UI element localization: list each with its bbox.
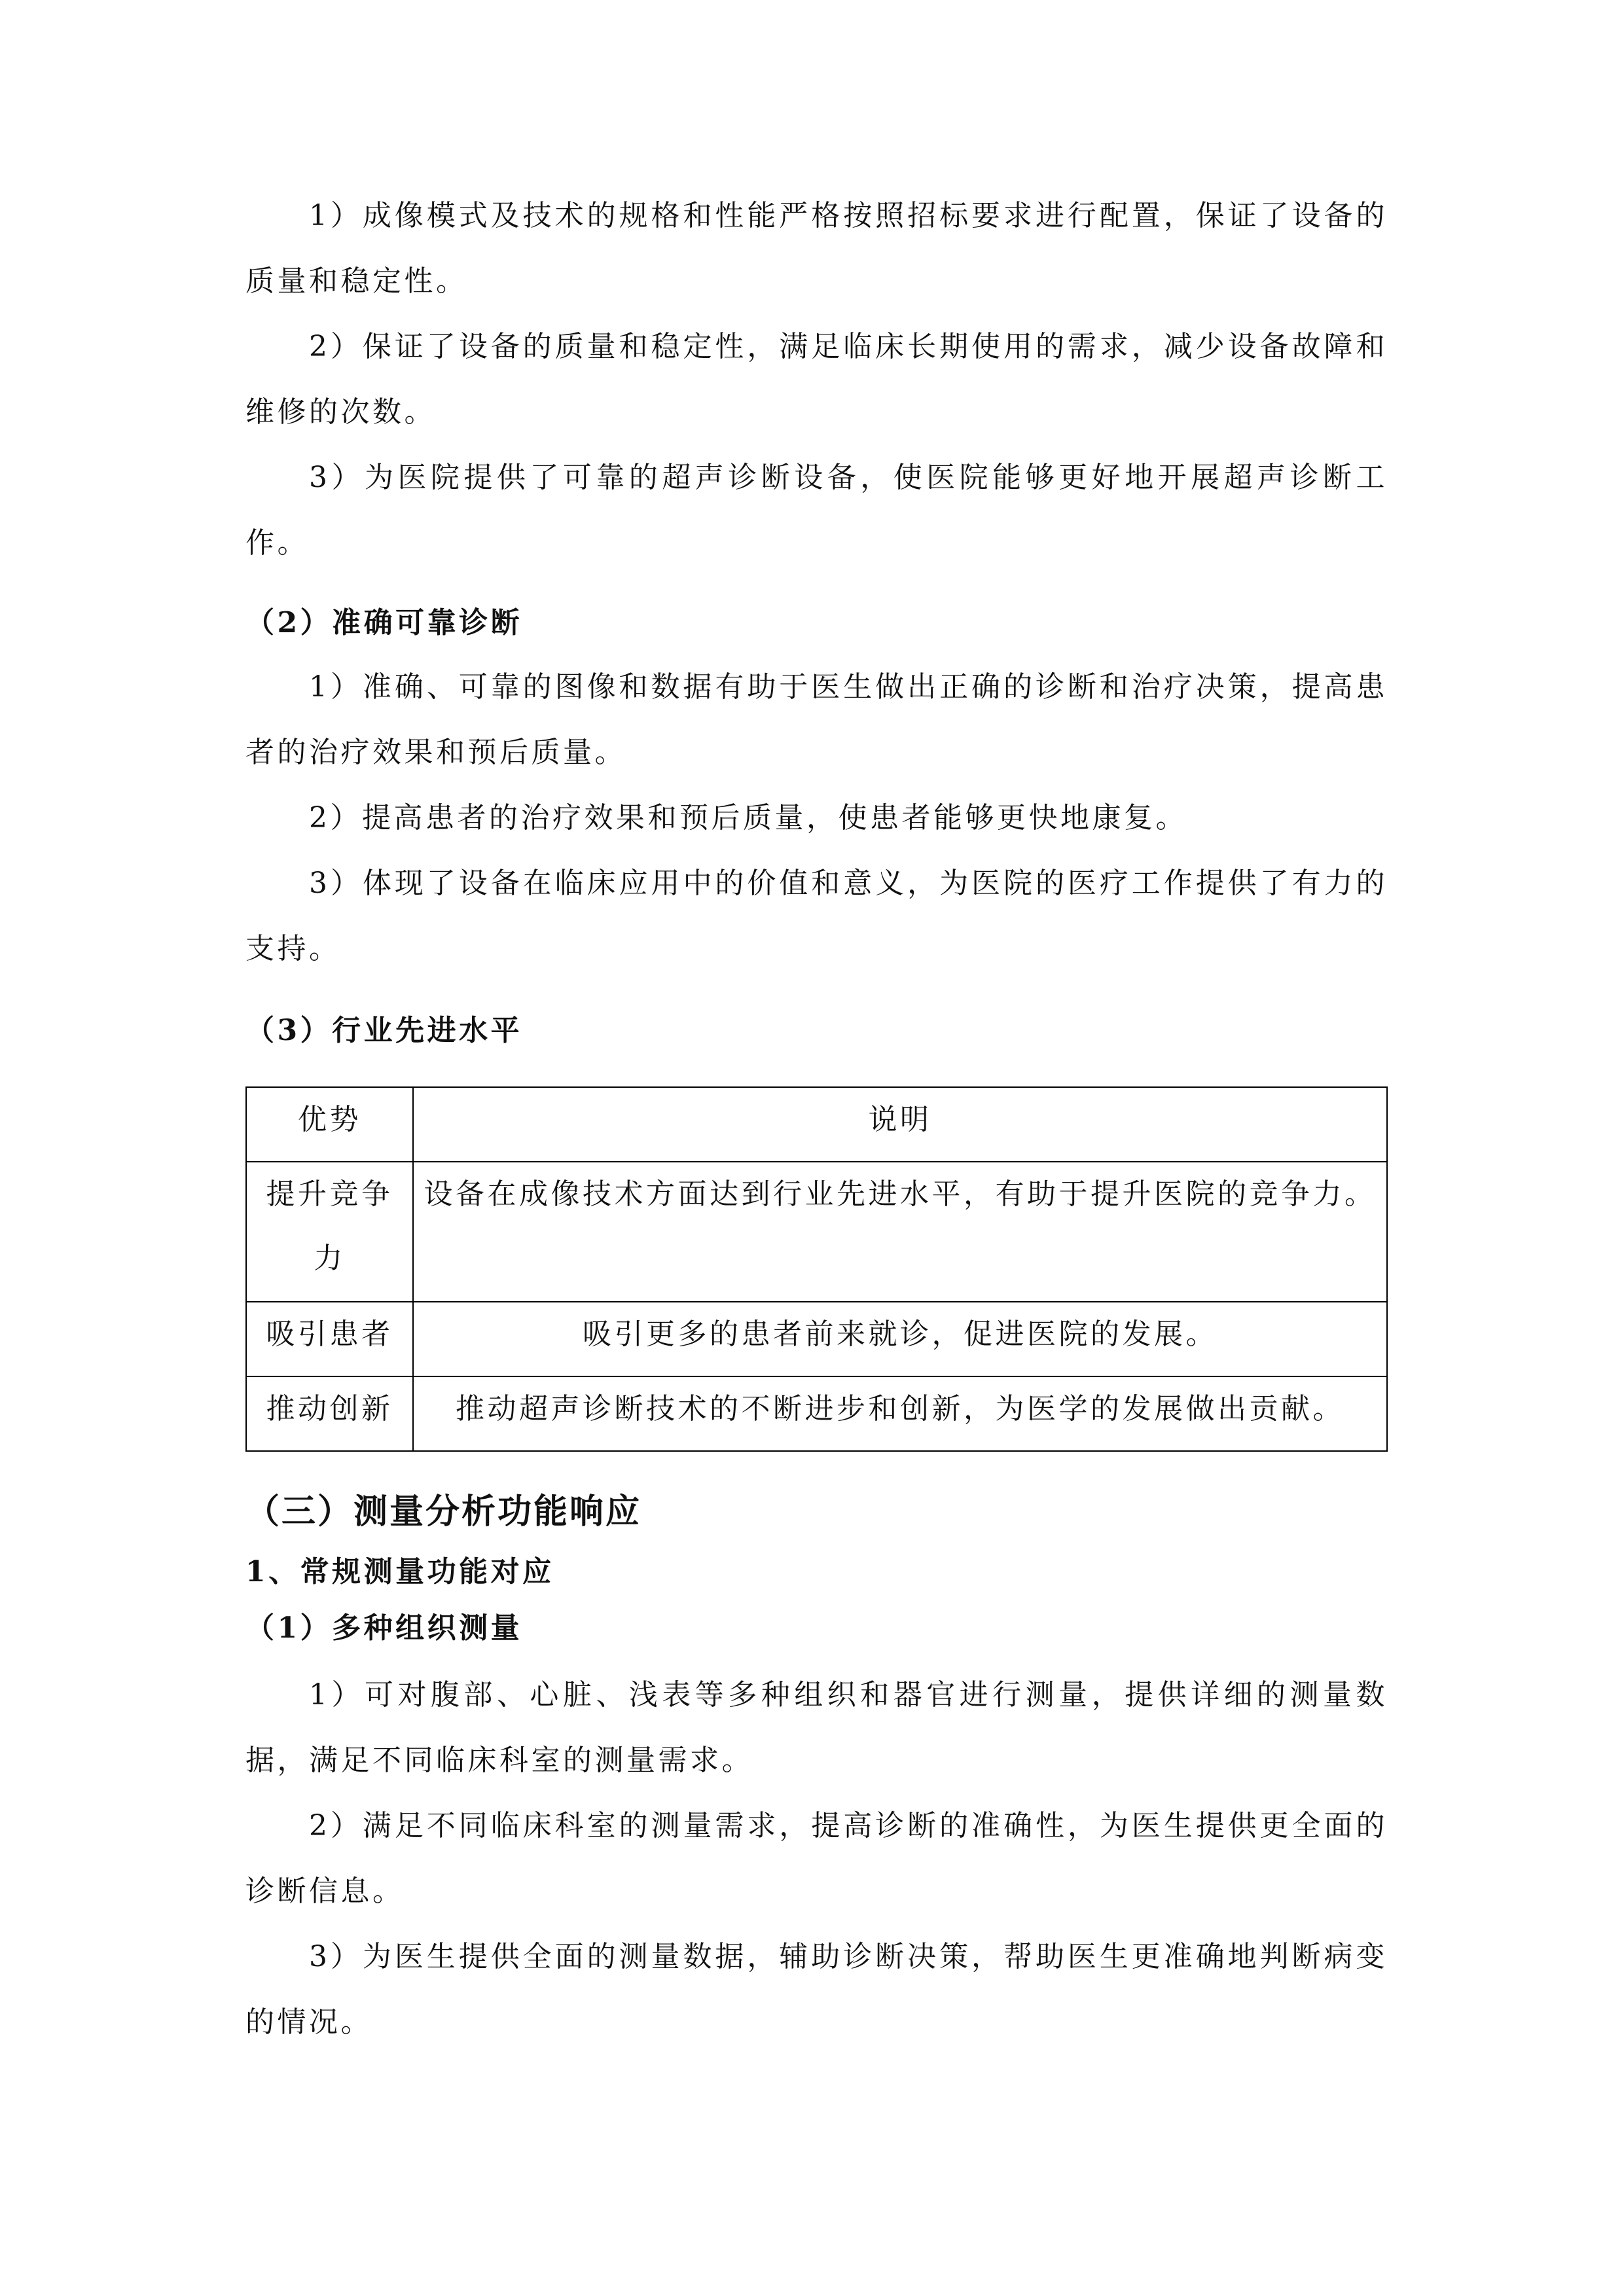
paragraph-1-2: 2）保证了设备的质量和稳定性，满足临床长期使用的需求，减少设备故障和维修的次数。 [245,330,1388,429]
paragraph-1-3: 3）为医院提供了可靠的超声诊断设备，使医院能够更好地开展超声诊断工作。 [245,461,1388,560]
table-row [246,1376,1387,1451]
paragraph-2-3: 3）体现了设备在临床应用中的价值和意义，为医院的医疗工作提供了有力的支持。 [245,867,1388,965]
paragraph-1-1: 1）成像模式及技术的规格和性能严格按照招标要求进行配置，保证了设备的质量和稳定性。 [245,199,1388,298]
table-row [246,1302,1387,1376]
chapter-heading: （三）测量分析功能响应 [245,1492,642,1532]
header-advantage: 优势 [246,1087,413,1162]
section-heading-accurate-diagnosis: （2）准确可靠诊断 [245,606,523,639]
subsection-heading-tissue-measurement: （1）多种组织测量 [245,1611,523,1645]
section-heading-industry-level: （3）行业先进水平 [245,1014,523,1047]
paragraph-2-1: 1）准确、可靠的图像和数据有助于医生做出正确的诊断和治疗决策，提高患者的治疗效果和预后质量。 [245,670,1388,769]
table-header-row [246,1087,1387,1162]
cell-advantage: 吸引患者 [246,1302,413,1376]
paragraph-3-1: 1）可对腹部、心脏、浅表等多种组织和器官进行测量，提供详细的测量数据，满足不同临床科室的测量需求。 [245,1678,1388,1777]
subheading-measurement-functions: 1、常规测量功能对应 [245,1555,554,1588]
header-description: 说明 [413,1087,1387,1162]
cell-description: 吸引更多的患者前来就诊，促进医院的发展。 [413,1302,1387,1376]
cell-description: 设备在成像技术方面达到行业先进水平，有助于提升医院的竞争力。 [413,1162,1387,1302]
paragraph-3-2: 2）满足不同临床科室的测量需求，提高诊断的准确性，为医生提供更全面的诊断信息。 [245,1809,1388,1908]
cell-advantage: 推动创新 [246,1376,413,1451]
table-row [246,1162,1387,1302]
cell-advantage: 提升竞争力 [246,1162,413,1302]
cell-description: 推动超声诊断技术的不断进步和创新，为医学的发展做出贡献。 [413,1376,1387,1451]
paragraph-2-2: 2）提高患者的治疗效果和预后质量，使患者能够更快地康复。 [309,801,1187,834]
paragraph-3-3: 3）为医生提供全面的测量数据，辅助诊断决策，帮助医生更准确地判断病变的情况。 [245,1940,1388,2039]
advantages-table [245,1086,1388,1452]
